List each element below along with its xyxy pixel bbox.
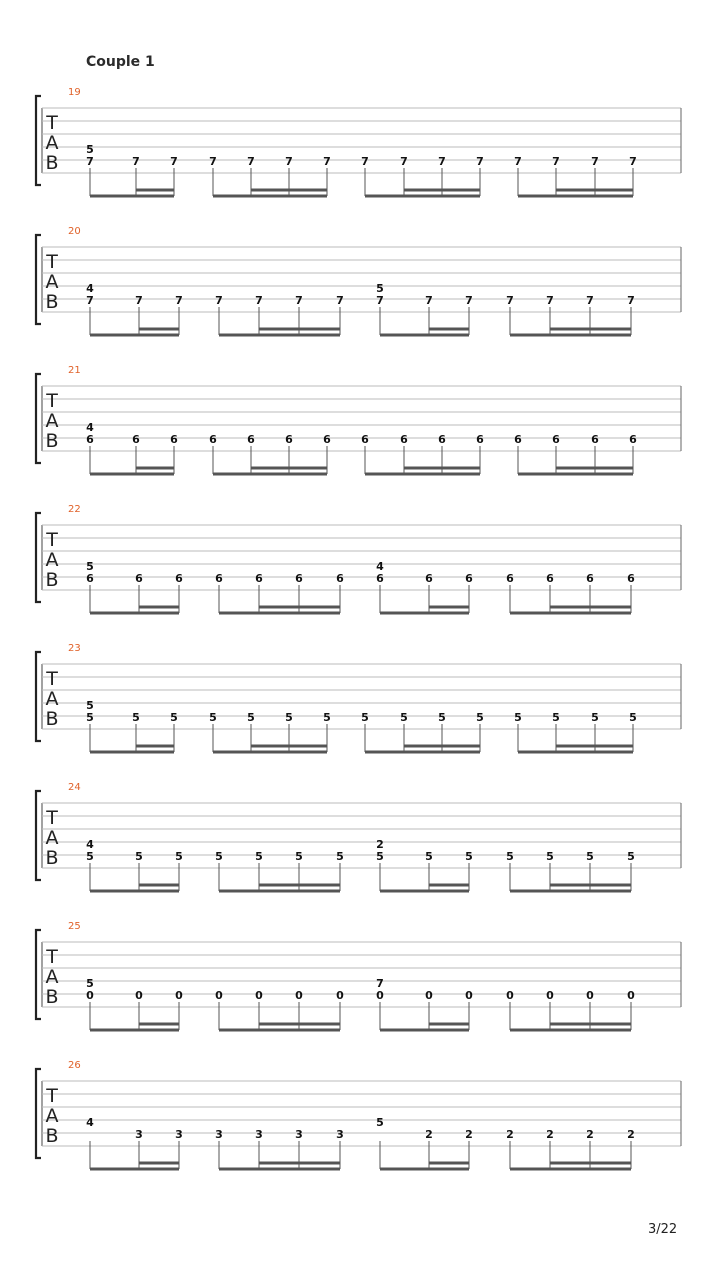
- fret-number: 6: [514, 433, 522, 446]
- fret-number: 6: [86, 433, 94, 446]
- fret-number: 7: [323, 155, 331, 168]
- fret-number: 2: [465, 1128, 473, 1141]
- fret-number: 7: [506, 294, 514, 307]
- fret-number: 7: [476, 155, 484, 168]
- fret-number: 7: [336, 294, 344, 307]
- fret-number: 5: [591, 711, 599, 724]
- fret-number: 0: [586, 989, 594, 1002]
- fret-number: 7: [400, 155, 408, 168]
- tab-clef-letter: T: [46, 390, 58, 412]
- tab-clef-letter: A: [45, 549, 59, 571]
- fret-number: 0: [506, 989, 514, 1002]
- fret-number: 3: [295, 1128, 303, 1141]
- tab-system: [36, 365, 681, 474]
- fret-number: 7: [86, 294, 94, 307]
- tab-clef-letter: B: [45, 1125, 59, 1147]
- fret-number: 6: [400, 433, 408, 446]
- fret-number: 6: [629, 433, 637, 446]
- tab-clef-letter: T: [46, 112, 58, 134]
- fret-number: 6: [86, 572, 94, 585]
- fret-number: 5: [425, 850, 433, 863]
- fret-number: 6: [255, 572, 263, 585]
- fret-number: 7: [627, 294, 635, 307]
- fret-number: 6: [627, 572, 635, 585]
- tab-clef-letter: B: [45, 986, 59, 1008]
- tab-clef-letter: T: [46, 1085, 58, 1107]
- fret-number: 0: [425, 989, 433, 1002]
- fret-number: 6: [376, 572, 384, 585]
- fret-number: 6: [361, 433, 369, 446]
- tab-system: [36, 504, 681, 613]
- fret-number: 5: [627, 850, 635, 863]
- fret-number: 0: [215, 989, 223, 1002]
- tab-clef-letter: A: [45, 966, 59, 988]
- fret-number: 3: [175, 1128, 183, 1141]
- fret-number: 6: [285, 433, 293, 446]
- fret-number: 5: [215, 850, 223, 863]
- fret-number: 5: [285, 711, 293, 724]
- tab-clef-letter: B: [45, 152, 59, 174]
- tab-clef-letter: A: [45, 1105, 59, 1127]
- tab-system: [36, 782, 681, 891]
- fret-number: 2: [586, 1128, 594, 1141]
- fret-number-upper: 5: [376, 1116, 384, 1129]
- tab-clef-letter: B: [45, 847, 59, 869]
- fret-number-upper: 5: [86, 977, 94, 990]
- fret-number: 0: [336, 989, 344, 1002]
- fret-number: 6: [209, 433, 217, 446]
- fret-number: 5: [552, 711, 560, 724]
- system-bracket: [36, 652, 41, 741]
- bar-number: 22: [68, 504, 81, 515]
- fret-number: 7: [425, 294, 433, 307]
- fret-number-upper: 4: [86, 1116, 94, 1129]
- tab-clef-letter: A: [45, 410, 59, 432]
- fret-number-upper: 4: [376, 560, 384, 573]
- fret-number: 5: [247, 711, 255, 724]
- fret-number: 5: [376, 850, 384, 863]
- fret-number: 6: [546, 572, 554, 585]
- fret-number: 2: [506, 1128, 514, 1141]
- fret-number-upper: 5: [376, 282, 384, 295]
- tab-clef-letter: T: [46, 529, 58, 551]
- fret-number: 5: [132, 711, 140, 724]
- bar-number: 25: [68, 921, 81, 932]
- system-bracket: [36, 513, 41, 602]
- tab-system: [36, 921, 681, 1030]
- tab-clef-letter: T: [46, 668, 58, 690]
- page-number: 3/22: [648, 1222, 678, 1237]
- fret-number: 5: [586, 850, 594, 863]
- fret-number: 7: [285, 155, 293, 168]
- system-bracket: [36, 1069, 41, 1158]
- fret-number: 6: [323, 433, 331, 446]
- fret-number: 7: [132, 155, 140, 168]
- fret-number-upper: 5: [86, 143, 94, 156]
- fret-number: 5: [86, 850, 94, 863]
- fret-number: 7: [295, 294, 303, 307]
- section-title: Couple 1: [86, 54, 155, 70]
- fret-number: 7: [546, 294, 554, 307]
- fret-number: 5: [438, 711, 446, 724]
- fret-number: 5: [465, 850, 473, 863]
- fret-number-upper: 4: [86, 838, 94, 851]
- tab-system: [36, 87, 681, 196]
- fret-number: 6: [215, 572, 223, 585]
- fret-number: 7: [170, 155, 178, 168]
- fret-number: 5: [135, 850, 143, 863]
- fret-number: 5: [546, 850, 554, 863]
- fret-number: 5: [86, 711, 94, 724]
- fret-number: 2: [546, 1128, 554, 1141]
- fret-number: 7: [591, 155, 599, 168]
- fret-number: 6: [175, 572, 183, 585]
- tab-clef-letter: A: [45, 688, 59, 710]
- fret-number: 5: [323, 711, 331, 724]
- fret-number: 0: [465, 989, 473, 1002]
- fret-number: 7: [215, 294, 223, 307]
- tab-clef-letter: B: [45, 569, 59, 591]
- fret-number: 6: [170, 433, 178, 446]
- fret-number: 6: [476, 433, 484, 446]
- tab-system: [36, 226, 681, 335]
- fret-number-upper: 4: [86, 282, 94, 295]
- fret-number: 7: [135, 294, 143, 307]
- fret-number: 7: [175, 294, 183, 307]
- fret-number: 5: [506, 850, 514, 863]
- fret-number-upper: 5: [86, 699, 94, 712]
- fret-number: 7: [514, 155, 522, 168]
- tab-clef-letter: T: [46, 807, 58, 829]
- fret-number: 6: [591, 433, 599, 446]
- fret-number: 7: [629, 155, 637, 168]
- fret-number: 5: [514, 711, 522, 724]
- fret-number: 7: [247, 155, 255, 168]
- fret-number: 0: [86, 989, 94, 1002]
- tab-clef-letter: A: [45, 827, 59, 849]
- fret-number-upper: 2: [376, 838, 384, 851]
- tab-clef-letter: T: [46, 946, 58, 968]
- fret-number: 0: [175, 989, 183, 1002]
- fret-number: 6: [247, 433, 255, 446]
- fret-number: 5: [476, 711, 484, 724]
- bar-number: 24: [68, 782, 81, 793]
- fret-number: 6: [506, 572, 514, 585]
- fret-number: 2: [425, 1128, 433, 1141]
- fret-number: 0: [255, 989, 263, 1002]
- tab-clef-letter: B: [45, 291, 59, 313]
- fret-number: 6: [425, 572, 433, 585]
- fret-number: 7: [552, 155, 560, 168]
- bar-number: 20: [68, 226, 81, 237]
- tab-clef-letter: T: [46, 251, 58, 273]
- fret-number: 5: [255, 850, 263, 863]
- bar-number: 26: [68, 1060, 81, 1071]
- fret-number: 7: [209, 155, 217, 168]
- fret-number: 6: [438, 433, 446, 446]
- fret-number: 5: [209, 711, 217, 724]
- fret-number: 0: [376, 989, 384, 1002]
- fret-number: 3: [215, 1128, 223, 1141]
- fret-number-upper: 7: [376, 977, 384, 990]
- fret-number: 0: [546, 989, 554, 1002]
- fret-number: 5: [629, 711, 637, 724]
- fret-number: 0: [295, 989, 303, 1002]
- fret-number: 5: [361, 711, 369, 724]
- tab-system: [36, 1060, 681, 1169]
- fret-number: 6: [132, 433, 140, 446]
- tab-clef-letter: B: [45, 708, 59, 730]
- system-bracket: [36, 930, 41, 1019]
- fret-number: 5: [170, 711, 178, 724]
- tab-clef-letter: A: [45, 132, 59, 154]
- bar-number: 21: [68, 365, 81, 376]
- system-bracket: [36, 374, 41, 463]
- tab-clef-letter: A: [45, 271, 59, 293]
- fret-number: 6: [552, 433, 560, 446]
- fret-number: 7: [86, 155, 94, 168]
- fret-number: 7: [465, 294, 473, 307]
- system-bracket: [36, 791, 41, 880]
- fret-number: 5: [175, 850, 183, 863]
- fret-number: 5: [400, 711, 408, 724]
- fret-number: 7: [586, 294, 594, 307]
- system-bracket: [36, 96, 41, 185]
- tab-system: [36, 643, 681, 752]
- bar-number: 19: [68, 87, 81, 98]
- fret-number: 7: [438, 155, 446, 168]
- fret-number: 3: [336, 1128, 344, 1141]
- fret-number: 6: [336, 572, 344, 585]
- fret-number: 6: [135, 572, 143, 585]
- fret-number: 0: [135, 989, 143, 1002]
- fret-number: 6: [295, 572, 303, 585]
- fret-number: 6: [586, 572, 594, 585]
- fret-number: 6: [465, 572, 473, 585]
- fret-number-upper: 4: [86, 421, 94, 434]
- fret-number: 0: [627, 989, 635, 1002]
- bar-number: 23: [68, 643, 81, 654]
- system-bracket: [36, 235, 41, 324]
- fret-number: 5: [336, 850, 344, 863]
- fret-number: 7: [361, 155, 369, 168]
- fret-number: 5: [295, 850, 303, 863]
- fret-number: 3: [255, 1128, 263, 1141]
- fret-number: 7: [376, 294, 384, 307]
- fret-number-upper: 5: [86, 560, 94, 573]
- fret-number: 7: [255, 294, 263, 307]
- tab-clef-letter: B: [45, 430, 59, 452]
- fret-number: 2: [627, 1128, 635, 1141]
- fret-number: 3: [135, 1128, 143, 1141]
